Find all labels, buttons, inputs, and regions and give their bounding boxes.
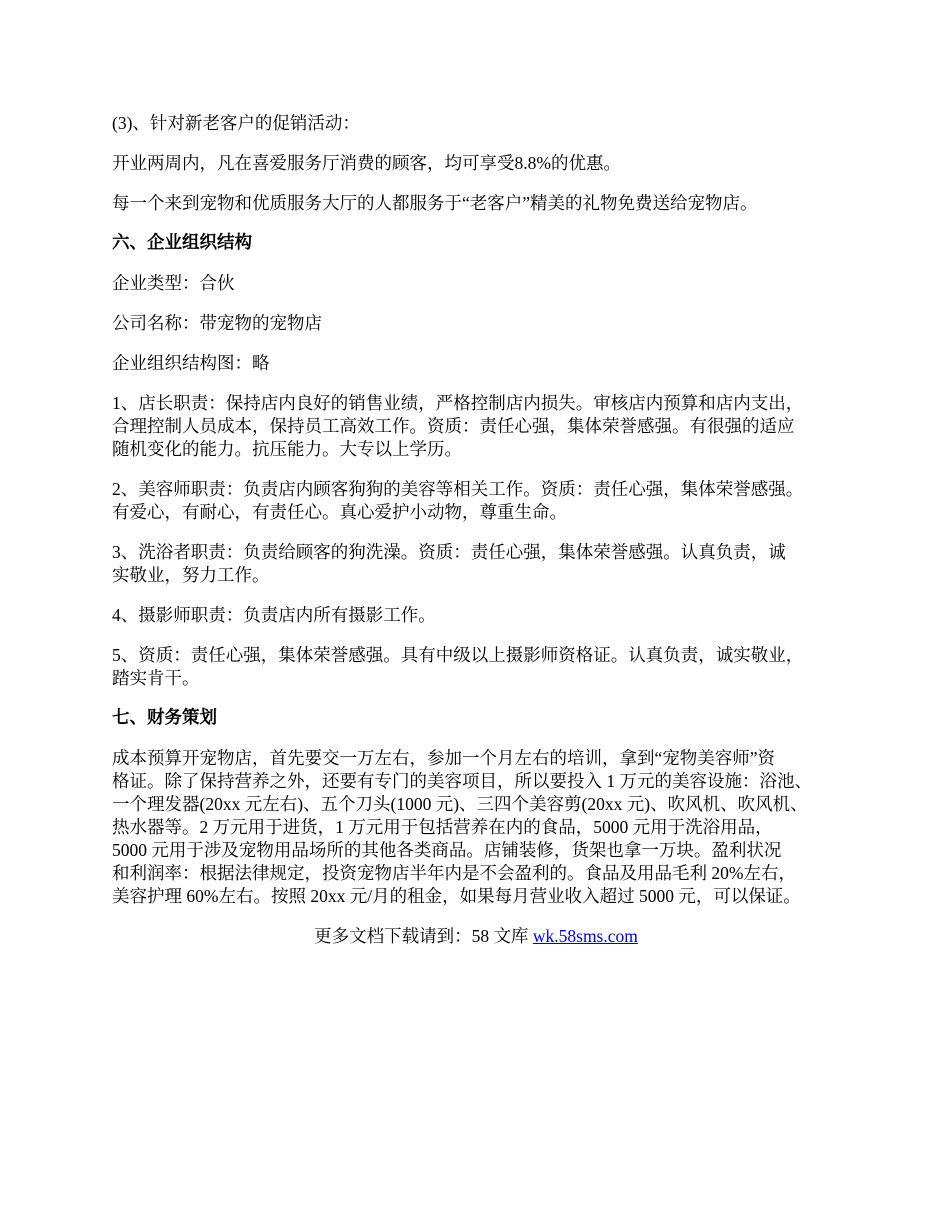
promo-paragraph-2: 每一个来到宠物和优质服务大厅的人都服务于“老客户”精美的礼物免费送给宠物店。: [112, 193, 758, 213]
promo-heading: (3)、针对新老客户的促销活动：: [112, 113, 360, 133]
company-name: 公司名称：带宠物的宠物店: [112, 313, 322, 333]
document-body: [112, 112, 840, 948]
duty-manager: 1、店长职责：保持店内良好的销售业绩，严格控制店内损失。审核店内预算和店内支出， 合理控制人员成本，保持员工高效工作。资质：责任心强，集体荣誉感强。有很强的适应 随机变化的能力。抗压能力。大专以上学历。: [112, 393, 804, 459]
section-7-title: 七、财务策划: [112, 708, 217, 728]
duty-bather: 3、洗浴者职责：负责给顾客的狗洗澡。资质：责任心强，集体荣誉感强。认真负责，诚 实敬业，努力工作。: [112, 542, 786, 585]
finance-paragraph: 成本预算开宠物店，首先要交一万左右，参加一个月左右的培训，拿到“宠物美容师”资 格证。除了保持营养之外，还要有专门的美容项目，所以要投入 1 万元的美容设施：浴池、 一个理发器(20xx 元左右)、五个刀头(1000 元)、三四个美容剪(20xx 元)、吹风机、吹风机、 热水器等。2 万元用于进货，1 万元用于包括营养在内的食品，5000 元用于洗浴用品， 5000 元用于涉及宠物用品场所的其他各类商品。店铺装修，货架也拿一万块。盈利状况 和利润率：根据法律规定，投资宠物店半年内是不会盈利的。食品及用品毛利 20%左右， 美容护理 60%左右。按照 20xx 元/月的租金，如果每月营业收入超过 5000 元，可以保证。: [112, 748, 812, 906]
footer-link[interactable]: wk.58sms.com: [532, 926, 638, 946]
org-chart-note: 企业组织结构图：略: [112, 353, 270, 373]
footer: [112, 925, 840, 948]
company-type: 企业类型：合伙: [112, 273, 235, 293]
footer-text: 更多文档下载请到：58 文库: [314, 926, 533, 946]
duty-groomer: 2、美容师职责：负责店内顾客狗狗的美容等相关工作。资质：责任心强，集体荣誉感强。 有爱心，有耐心，有责任心。真心爱护小动物，尊重生命。: [112, 479, 804, 522]
duty-qualification: 5、资质：责任心强，集体荣誉感强。具有中级以上摄影师资格证。认真负责，诚实敬业， 踏实肯干。: [112, 645, 804, 688]
section-6-title: 六、企业组织结构: [112, 233, 252, 253]
promo-paragraph-1: 开业两周内，凡在喜爱服务厅消费的顾客，均可享受8.8%的优惠。: [112, 153, 621, 173]
duty-photographer: 4、摄影师职责：负责店内所有摄影工作。: [112, 605, 436, 625]
